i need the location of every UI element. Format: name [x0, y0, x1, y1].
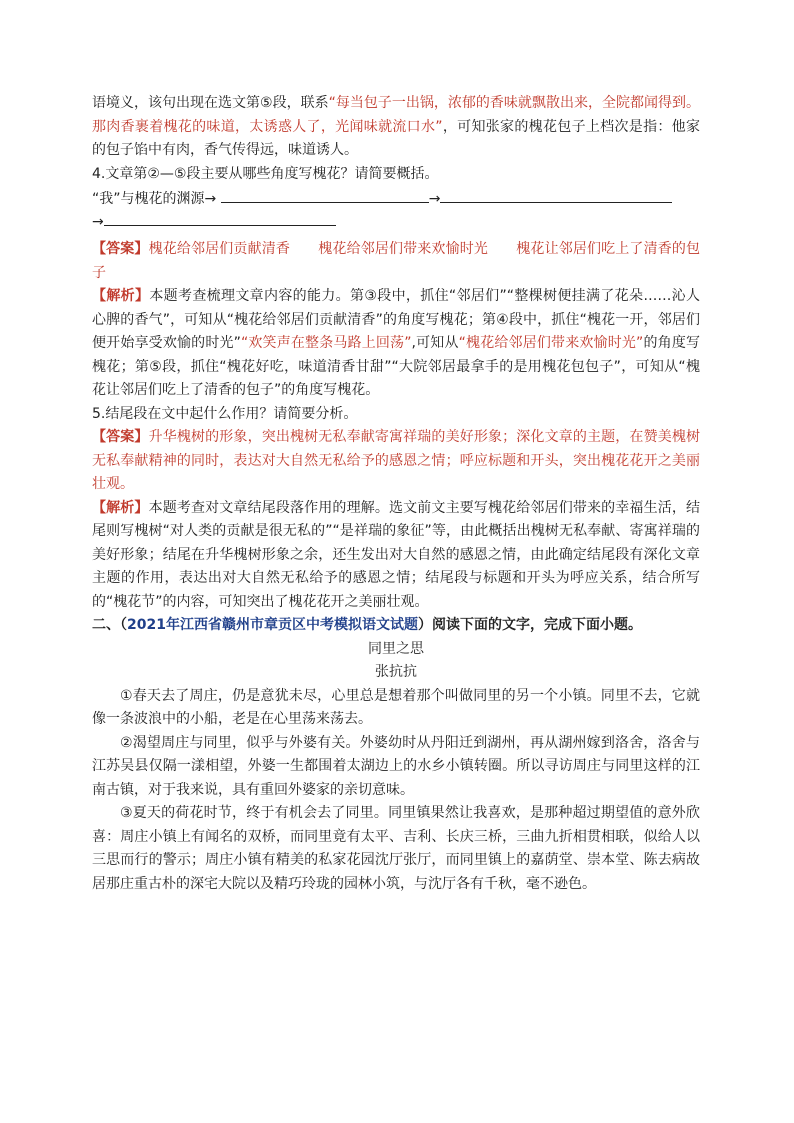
answer-q5 — [92, 426, 700, 497]
exam-source: 2021年江西省赣州市章贡区中考模拟语文试题 — [127, 617, 418, 633]
analysis-text: ,可知从 — [411, 335, 459, 351]
blank-underline — [440, 190, 672, 203]
article-author: 张抗抗 — [375, 664, 417, 680]
article-paragraph-1: ①春天去了周庄，仍是意犹未尽，心里总是想着那个叫做同里的另一个小镇。同里不去，它就像一条波浪中的小船，老是在心里荡来荡去。 — [92, 687, 700, 727]
fill-blank-line-1 — [92, 188, 700, 213]
question-5: 5.结尾段在文中起什么作用？请简要分析。 — [92, 405, 358, 422]
blank-underline — [221, 190, 429, 203]
answer-tag: 【答案】 — [92, 429, 149, 445]
paragraph-q3-analysis-tail — [92, 92, 700, 163]
answer-tag: 【答案】 — [92, 241, 149, 257]
question-4: 4.文章第②—⑤段主要从哪些角度写槐花？请简要概括。 — [92, 165, 439, 182]
arrow-icon: → — [204, 191, 217, 207]
blank-prefix: “我”与槐花的渊源 — [92, 191, 205, 207]
article-paragraph-2: ②渴望周庄与同里，似乎与外婆有关。外婆幼时从丹阳迁到湖州，再从湖州嫁到洛舍，洛舍与江苏吴县仅隔一漾相望，外婆一生都围着太湖边上的水乡小镇转圈。所以寻访周庄与同里这样的江南古镇，对于我来说，具有重回外婆家的亲切意味。 — [92, 734, 700, 798]
arrow-icon: → — [428, 191, 441, 207]
analysis-text: 的角度写槐花；第⑤段，抓住“槐花好吃，味道清香甘甜”“大院邻居最拿手的是用槐花包包子”，可知从“槐花让邻居们吃上了清香的包子”的角度写槐花。 — [92, 335, 700, 398]
document-page — [92, 92, 700, 896]
section-instruction: ）阅读下面的文字，完成下面小题。 — [417, 617, 642, 633]
blank-underline — [104, 213, 336, 226]
quoted-text: “槐花给邻居们带来欢愉时光” — [458, 335, 644, 351]
section-2-heading — [92, 614, 700, 638]
quoted-text: “每当包子一出锅，浓郁的香味就飘散出来，全院都闻得到。那肉香裹着槐花的味道，太诱惑人了，光闻味就流口水” — [92, 95, 700, 135]
fill-blank-line-2 — [92, 213, 700, 238]
answer-text: 升华槐树的形象，突出槐树无私奉献寄寓祥瑞的美好形象；深化文章的主题，在赞美槐树无私奉献精神的同时，表达对大自然无私给予的感恩之情；呼应标题和开头，突出槐花花开之美丽壮观。 — [92, 429, 701, 492]
article-paragraph-3: ③夏天的荷花时节，终于有机会去了同里。同里镇果然让我喜欢，是那种超过期望值的意外欣喜：周庄小镇上有闻名的双桥，而同里竟有太平、吉利、长庆三桥，三曲九折相贯相联，似给人以三思而行的警示；周庄小镇有精美的私家花园沈厅张厅，而同里镇上的嘉荫堂、崇本堂、陈去病故居那庄重古朴的深宅大院以及精巧玲珑的园林小筑，与沈厅各有千秋，毫不逊色。 — [92, 805, 700, 892]
quoted-text: “欢笑声在整条马路上回荡” — [240, 335, 412, 351]
analysis-tag: 【解析】 — [92, 499, 149, 516]
answer-q4 — [92, 238, 700, 285]
analysis-q5 — [92, 497, 700, 615]
text: ，可知张家的槐花包子上档次是指：他家的包子馅中有肉，香气传得远，味道诱人。 — [92, 118, 700, 158]
analysis-q4 — [92, 285, 700, 403]
article-title: 同里之思 — [368, 640, 424, 657]
analysis-text: 本题考查对文章结尾段落作用的理解。选文前文主要写槐花给邻居们带来的幸福生活，结尾则写槐树“对人类的贡献是很无私的”“是祥瑞的象征”等，由此概括出槐树无私奉献、寄寓祥瑞的美好形象；结尾在升华槐树形象之余，还生发出对大自然的感恩之情，由此确定结尾段有深化文章主题的作用，表达出对大自然无私给予的感恩之情；结尾段与标题和开头为呼应关系，结合所写的“槐花节”的内容，可知突出了槐花花开之美丽壮观。 — [92, 499, 701, 610]
arrow-icon: → — [92, 214, 104, 230]
text: 语境义，该句出现在选文第⑤段，联系 — [92, 95, 329, 111]
section-prefix: 二、（ — [92, 617, 127, 633]
analysis-text: 本题考查梳理文章内容的能力。第③段中，抓住“邻居们”“整棵树便挂满了花朵……沁人心脾的香气”，可知从“槐花给邻居们贡献清香”的角度写槐花；第④段中，抓住“槐花一开，邻居们便开始享受欢愉的时光” — [92, 288, 701, 351]
answer-text: 槐花给邻居们贡献清香 槐花给邻居们带来欢愉时光 槐花让邻居们吃上了清香的包子 — [92, 241, 701, 281]
analysis-tag: 【解析】 — [92, 288, 150, 304]
